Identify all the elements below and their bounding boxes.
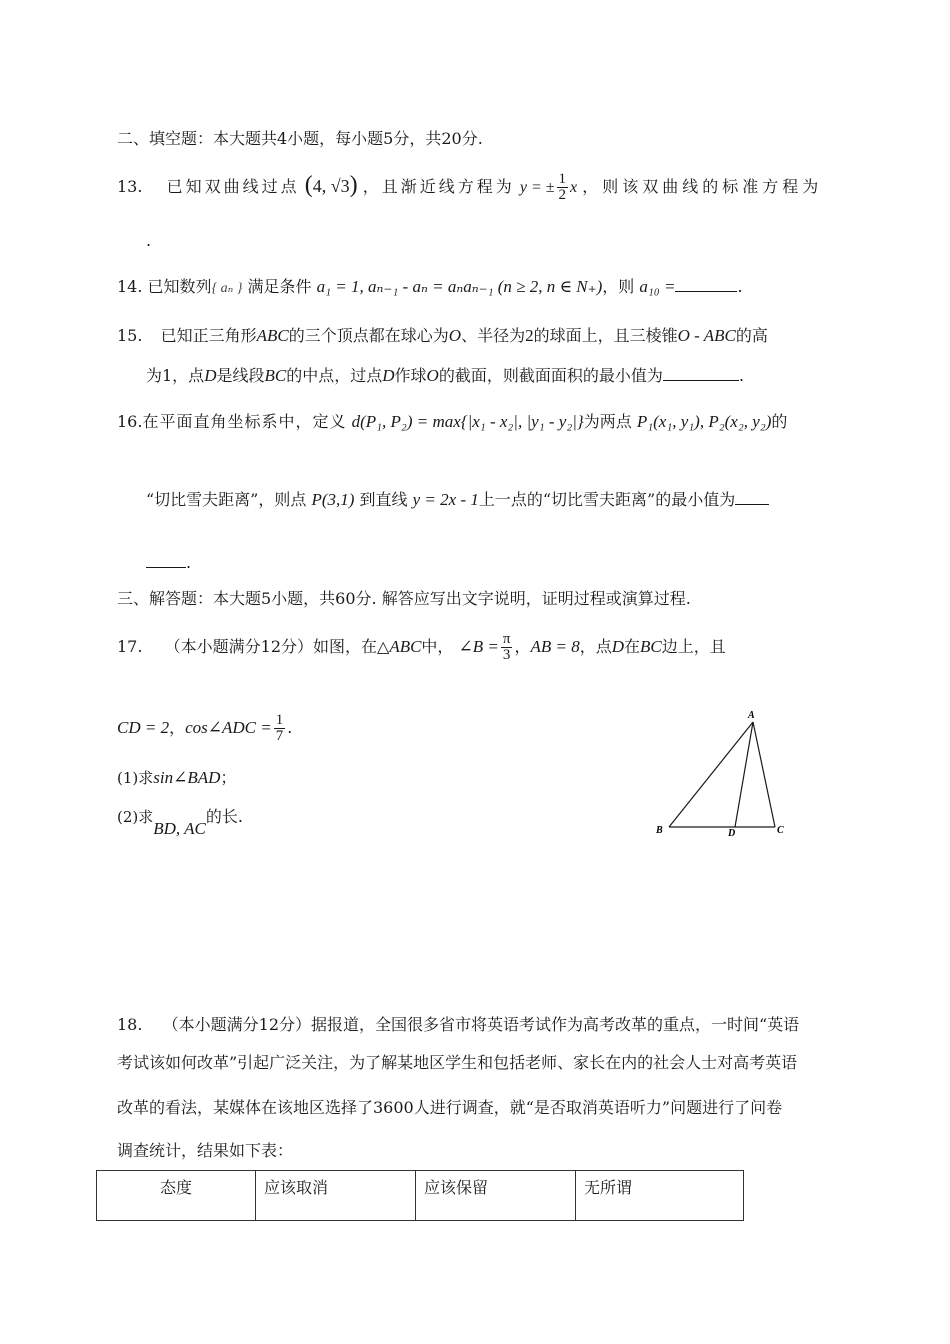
q14-target: a₁₀ =: [639, 277, 676, 296]
question-17-line-2: [117, 713, 292, 744]
q13-point: 4, √3: [312, 176, 350, 196]
q17-cos: cos∠ADC =: [185, 718, 272, 737]
q16-text: “切比雪夫距离”，则点: [146, 490, 307, 509]
table-header-cell: 态度: [97, 1171, 256, 1221]
segment-ad: [735, 722, 753, 827]
q15-var-bc: BC: [264, 366, 287, 385]
section-3-title: 三、解答题：本大题5小题，共60分. 解答应写出文字说明，证明过程或演算过程.: [117, 589, 691, 608]
q17-text: ，: [514, 637, 531, 656]
q15-text: 作球: [394, 366, 427, 385]
q17-bd-ac: BD, AC: [153, 819, 206, 838]
q16-point-p: P(3,1): [311, 490, 355, 509]
side-ab: [669, 722, 753, 827]
question-number: 18.: [117, 1015, 143, 1034]
q17-sin-bad: sin∠BAD: [153, 768, 221, 787]
q17-part-1: [117, 767, 236, 789]
q15-text: 是线段: [216, 366, 265, 385]
q14-sequence: { aₙ }: [211, 281, 243, 296]
q17-text: 中，: [421, 637, 454, 656]
table-header-cell: 应该保留: [416, 1171, 576, 1221]
answer-blank: [663, 380, 739, 381]
q15-var-abc: ABC: [256, 326, 289, 345]
section-2-title: 二、填空题：本大题共4小题，每小题5分，共20分.: [117, 129, 483, 148]
question-17-line-1: [117, 632, 726, 663]
q15-text: 的球面上，且三棱锥: [533, 326, 678, 345]
answer-blank: [146, 567, 186, 568]
q17-part-label: (1)求: [117, 769, 154, 787]
q17-part-2: [117, 804, 243, 842]
question-13: 13. 已知双曲线过点 (4, √3) ，且渐近线方程为 y = ± $\frac{1}{2}$ x ，则该双曲线的标准方程为: [117, 171, 823, 203]
q17-end: .: [287, 718, 293, 737]
q15-end: .: [738, 366, 744, 385]
vertex-label-d: D: [728, 828, 736, 839]
q17-var-bc: BC: [640, 637, 662, 656]
question-number: 13.: [117, 177, 143, 196]
q17-var-d: D: [611, 637, 625, 656]
q17-text: （本小题满分12分）如图，在△: [164, 637, 390, 656]
q17-text: 的长.: [205, 807, 243, 826]
table-row: [97, 1171, 744, 1221]
side-ac: [753, 722, 775, 827]
q14-end: .: [737, 277, 743, 296]
q17-part-label: (2)求: [117, 808, 154, 826]
question-number: 14.: [117, 277, 143, 296]
q16-text: 在平面直角坐标系中，定义: [142, 412, 347, 431]
q16-points: P₁(x₁, y₁), P₂(x₂, y₂): [636, 412, 772, 431]
q14-condition: a₁ = 1, aₙ₋₁ - aₙ = aₙaₙ₋₁ (n ≥ 2, n ∈ N₊): [316, 277, 603, 296]
question-16-line-2: [146, 487, 769, 513]
table-header-cell: 无所谓: [576, 1171, 744, 1221]
q13-text-3: ，则该双曲线的标准方程为: [582, 177, 823, 196]
q15-pyramid: O - ABC: [677, 326, 736, 345]
answer-blank: [675, 291, 737, 292]
q16-answer-end: .: [146, 552, 191, 574]
q13-asymptote-var: x: [570, 179, 578, 196]
q16-text: 到直线: [359, 490, 408, 509]
question-number: 15.: [117, 326, 143, 345]
q15-text: 、半径为: [461, 326, 526, 345]
q17-angle-b: ∠B =: [458, 637, 499, 656]
q15-text: 的截面，则截面面积的最小值为: [438, 366, 663, 385]
q17-fraction-1-7: $\frac{1}{7}$: [275, 712, 284, 744]
q15-var-o: O: [448, 326, 462, 345]
q17-text: ；: [220, 768, 237, 787]
q15-text: 的高: [735, 326, 768, 345]
q16-definition: d(P₁, P₂) = max{|x₁ - x₂|, |y₁ - y₂|}: [351, 412, 584, 431]
q15-var-d: D: [204, 366, 217, 385]
q15-text: 的三个顶点都在球心为: [288, 326, 449, 345]
q15-var-o: O: [426, 366, 439, 385]
q15-text: 已知正三角形: [160, 326, 257, 345]
question-14: [117, 274, 743, 302]
triangle-figure: [650, 705, 795, 840]
q13-asymptote-lhs: y = ±: [519, 179, 555, 196]
q15-var-d: D: [382, 366, 395, 385]
q17-text: 在: [624, 637, 641, 656]
q17-text: ，点: [579, 637, 612, 656]
vertex-label-c: C: [777, 825, 784, 836]
q13-fraction: $\frac{1}{2}$: [558, 171, 567, 203]
answer-blank: [735, 504, 769, 505]
q17-text: 边上，且: [661, 637, 726, 656]
q15-radius: 2: [525, 326, 534, 345]
q17-cd: CD = 2: [117, 718, 170, 737]
q13-answer-end: .: [146, 231, 152, 250]
q17-ab: AB = 8: [530, 637, 580, 656]
question-16-line-1: [117, 409, 787, 435]
q18-text: （本小题满分12分）据报道，全国很多省市将英语考试作为高考改革的重点，一时间“英语: [162, 1015, 800, 1034]
q16-line-eq: y = 2x - 1: [412, 490, 479, 509]
q16-text: 为两点: [583, 412, 632, 431]
q14-text-1: 已知数列: [147, 277, 212, 296]
question-number: 17.: [117, 637, 143, 656]
q13-text-1: 已知双曲线过点: [166, 177, 300, 196]
q17-text: ，: [169, 718, 186, 737]
vertex-label-b: B: [656, 825, 663, 836]
q14-text-2: 满足条件: [247, 277, 312, 296]
q17-fraction-pi-3: $\frac{\pi}{3}$: [502, 631, 511, 663]
q16-text: 上一点的“切比雪夫距离”的最小值为: [478, 490, 736, 509]
vertex-label-a: A: [748, 710, 755, 721]
q16-text: 的: [771, 412, 788, 431]
question-number: 16.: [117, 412, 143, 431]
q17-var-abc: ABC: [389, 637, 422, 656]
question-18-line-3: 改革的看法，某媒体在该地区选择了3600人进行调查，就“是否取消英语听力”问题进行了问卷: [117, 1098, 783, 1117]
q15-text: 的中点，过点: [286, 366, 383, 385]
table-header-cell: 应该取消: [256, 1171, 416, 1221]
q14-text-3: ，则: [602, 277, 635, 296]
question-15-line-2: [146, 365, 744, 387]
question-18-line-1: [117, 1014, 799, 1036]
question-15-line-1: [117, 325, 768, 347]
question-18-line-2: 考试该如何改革”引起广泛关注，为了解某地区学生和包括老师、家长在内的社会人士对高考英语: [117, 1053, 798, 1072]
q13-text-2: ，且渐近线方程为: [362, 177, 515, 196]
q15-text: 为1，点: [146, 366, 205, 385]
survey-table: [96, 1170, 744, 1221]
question-18-line-4: 调查统计，结果如下表：: [117, 1141, 294, 1160]
